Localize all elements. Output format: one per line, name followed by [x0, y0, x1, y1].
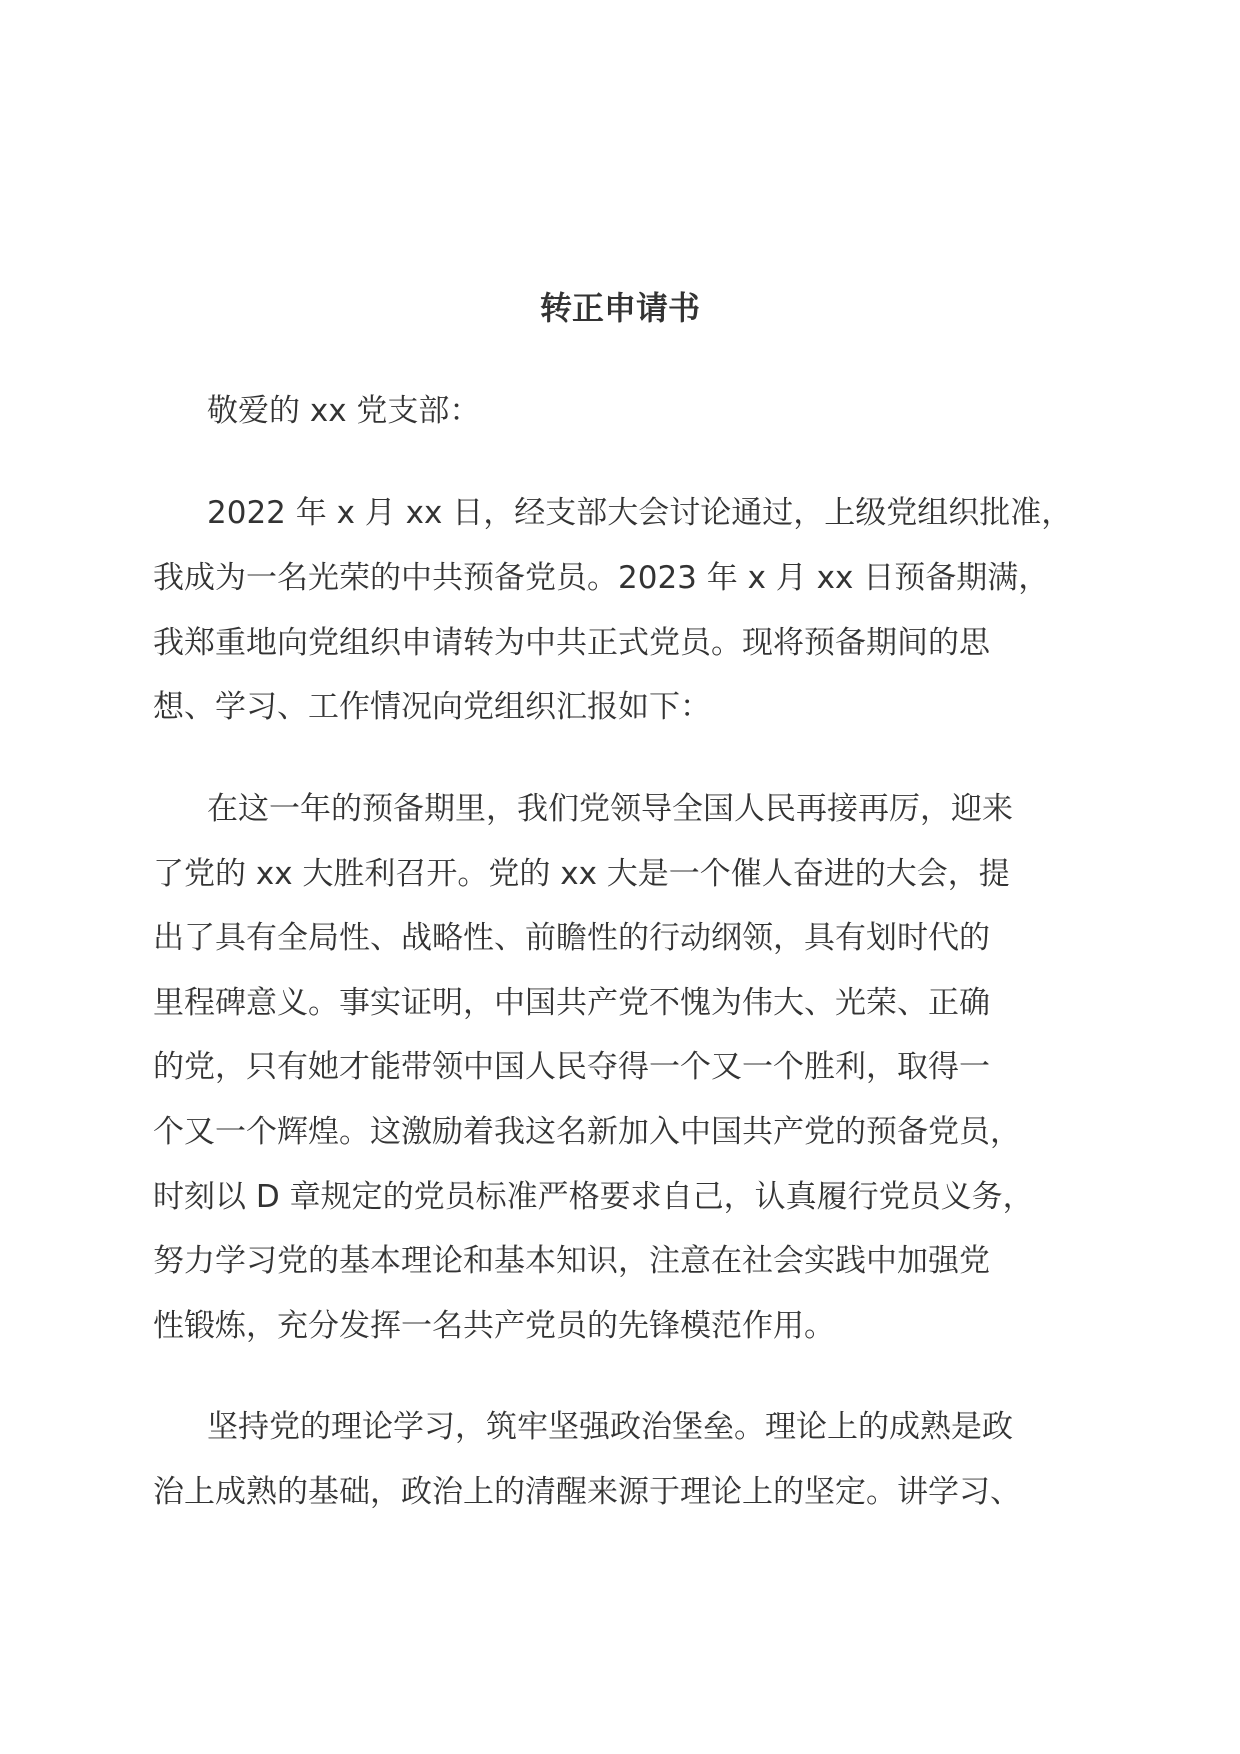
paragraph-line: 里程碑意义。事实证明，中国共产党不愧为伟大、光荣、正确 — [153, 985, 990, 1021]
paragraph-line: 了党的 xx 大胜利召开。党的 xx 大是一个催人奋进的大会，提 — [153, 856, 1010, 892]
paragraph-line: 想、学习、工作情况向党组织汇报如下： — [153, 689, 711, 725]
paragraph-line: 出了具有全局性、战略性、前瞻性的行动纲领，具有划时代的 — [153, 920, 990, 956]
paragraph-line: 时刻以 D 章规定的党员标准严格要求自己，认真履行党员义务， — [153, 1179, 1034, 1215]
paragraph-line: 性锻炼，充分发挥一名共产党员的先锋模范作用。 — [153, 1308, 835, 1344]
paragraph-line: 2022 年 x 月 xx 日，经支部大会讨论通过，上级党组织批准， — [207, 495, 1073, 531]
document-title: 转正申请书 — [539, 289, 700, 327]
paragraph-line: 在这一年的预备期里，我们党领导全国人民再接再厉，迎来 — [207, 791, 1013, 827]
salutation: 敬爱的 xx 党支部： — [207, 393, 481, 429]
paragraph-line: 个又一个辉煌。这激励着我这名新加入中国共产党的预备党员， — [153, 1114, 1021, 1150]
paragraph-line: 我郑重地向党组织申请转为中共正式党员。现将预备期间的思 — [153, 625, 990, 661]
paragraph-line: 努力学习党的基本理论和基本知识，注意在社会实践中加强党 — [153, 1243, 990, 1279]
paragraph-line: 坚持党的理论学习，筑牢坚强政治堡垒。理论上的成熟是政 — [207, 1409, 1013, 1445]
paragraph-line: 的党，只有她才能带领中国人民夺得一个又一个胜利，取得一 — [153, 1049, 990, 1085]
paragraph-line: 治上成熟的基础，政治上的清醒来源于理论上的坚定。讲学习、 — [153, 1474, 1021, 1510]
paragraph-line: 我成为一名光荣的中共预备党员。2023 年 x 月 xx 日预备期满， — [153, 560, 1050, 596]
